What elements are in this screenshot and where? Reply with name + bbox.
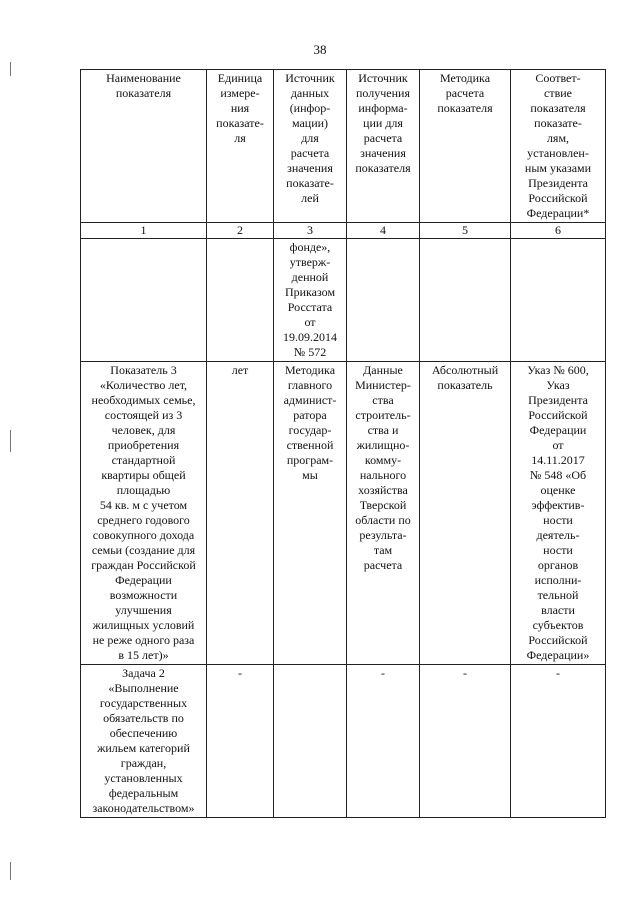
table-cell: Данные Министер- ства строитель- ства и жилищно- комму- нального хозяйства Тверской области по результа- там расчета <box>347 362 420 665</box>
table-cell: Задача 2 «Выполнение государственных обязательств по обеспечению жильем категорий граждан, установленных федеральным законодательством» <box>81 665 207 818</box>
page-number: 38 <box>313 42 327 57</box>
table-cell <box>81 239 207 362</box>
column-number-row <box>81 223 606 239</box>
table-cell: Показатель 3 «Количество лет, необходимых семье, состоящей из 3 человек, для приобретения стандартной квартиры общей площадью 54 кв. м с учетом среднего годового совокупного дохода семьи (создание для граждан Российской Федерации возможности улучшения жилищных условий не реже одного раза в 15 лет)» <box>81 362 207 665</box>
table-cell: Методика главного админист- ратора государ- ственной програм- мы <box>274 362 347 665</box>
table-header-row <box>81 70 606 223</box>
scan-edge-mark <box>10 62 11 76</box>
table-cell <box>207 239 274 362</box>
table-cell: Указ № 600, Указ Президента Российской Федерации от 14.11.2017 № 548 «Об оценке эффектив- ности деятель- ности органов исполни- тельной власти субъектов Российской Федерации» <box>511 362 606 665</box>
table-row <box>81 239 606 362</box>
header-method: Методика расчета показателя <box>420 70 511 223</box>
column-number: 5 <box>420 223 511 239</box>
table-cell: фонде», утверж- денной Приказом Росстата от 19.09.2014 № 572 <box>274 239 347 362</box>
header-compliance: Соответ- ствие показателя показате- лям, установлен- ным указами Президента Российской Федерации* <box>511 70 606 223</box>
column-number: 2 <box>207 223 274 239</box>
table-cell <box>420 239 511 362</box>
table-row <box>81 362 606 665</box>
table-cell: лет <box>207 362 274 665</box>
column-number: 6 <box>511 223 606 239</box>
table-cell <box>511 239 606 362</box>
table-row <box>81 665 606 818</box>
header-data-source: Источник данных (инфор- мации) для расчета значения показате- лей <box>274 70 347 223</box>
scan-edge-mark <box>10 862 11 880</box>
column-number: 3 <box>274 223 347 239</box>
header-unit: Единица измере- ния показате- ля <box>207 70 274 223</box>
table-cell: - <box>347 665 420 818</box>
indicators-table <box>80 69 606 818</box>
table-cell: - <box>207 665 274 818</box>
table-cell: Абсолютный показатель <box>420 362 511 665</box>
table-cell <box>347 239 420 362</box>
header-info-source: Источник получения информа- ции для расчета значения показателя <box>347 70 420 223</box>
table-cell: - <box>511 665 606 818</box>
table-cell: - <box>420 665 511 818</box>
table-cell <box>274 665 347 818</box>
header-indicator-name: Наименование показателя <box>81 70 207 223</box>
column-number: 4 <box>347 223 420 239</box>
scan-edge-mark <box>10 430 11 452</box>
column-number: 1 <box>81 223 207 239</box>
